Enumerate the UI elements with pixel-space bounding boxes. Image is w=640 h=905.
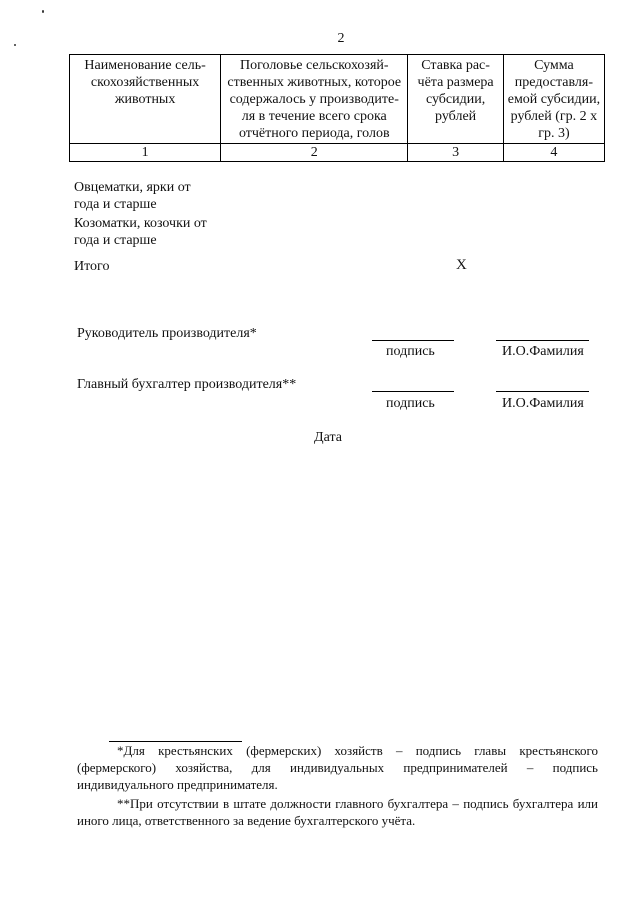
row-label-goats: Козоматки, козочки от года и старше — [74, 216, 207, 248]
date-label: Дата — [314, 430, 342, 445]
accountant-name-line — [496, 391, 589, 392]
total-rate-mark: Х — [456, 257, 467, 273]
row-label-sheep: Овцематки, ярки от года и старше — [74, 180, 191, 212]
column-number: 3 — [408, 144, 503, 162]
footnote-accountant-signature: **При отсутствии в штате должности главного бухгалтера – подпись бухгалтера или иного лица, ответственного за ведение бухгалтерского учёта. — [77, 796, 598, 828]
head-signature-line — [372, 340, 454, 341]
column-header-livestock-count: Поголовье сельскохозяй-ственных животных, которое содержалось у производите-ля в течение всего срока отчётного периода, голов — [221, 55, 408, 144]
column-number: 2 — [221, 144, 408, 162]
head-signature-caption: подпись — [386, 344, 435, 359]
column-number: 1 — [70, 144, 221, 162]
accountant-signature-line — [372, 391, 454, 392]
footnote-head-signature: *Для крестьянских (фермерских) хозяйств – подпись главы крестьянского (фермерского) хозяйства, для индивидуальных предпринимателей – подпись индивидуального предпринимателя. — [77, 743, 598, 792]
accountant-name-caption: И.О.Фамилия — [502, 396, 584, 411]
column-header-subsidy-amount: Сумма предоставля-емой субсидии, рублей (гр. 2 x гр. 3) — [503, 55, 604, 144]
accountant-signature-label: Главный бухгалтер производителя** — [77, 377, 297, 392]
scan-speck — [42, 10, 44, 13]
subsidy-table — [69, 54, 605, 162]
head-name-line — [496, 340, 589, 341]
row-label-total: Итого — [74, 259, 110, 274]
table-header-row — [70, 55, 605, 144]
column-header-rate: Ставка рас-чёта размера субсидии, рублей — [408, 55, 503, 144]
head-signature-label: Руководитель производителя* — [77, 326, 257, 341]
accountant-signature-caption: подпись — [386, 396, 435, 411]
page-number: 2 — [337, 31, 345, 46]
head-name-caption: И.О.Фамилия — [502, 344, 584, 359]
column-number-row — [70, 144, 605, 162]
column-number: 4 — [503, 144, 604, 162]
column-header-animals: Наименование сель-скохозяйственных животных — [70, 55, 221, 144]
